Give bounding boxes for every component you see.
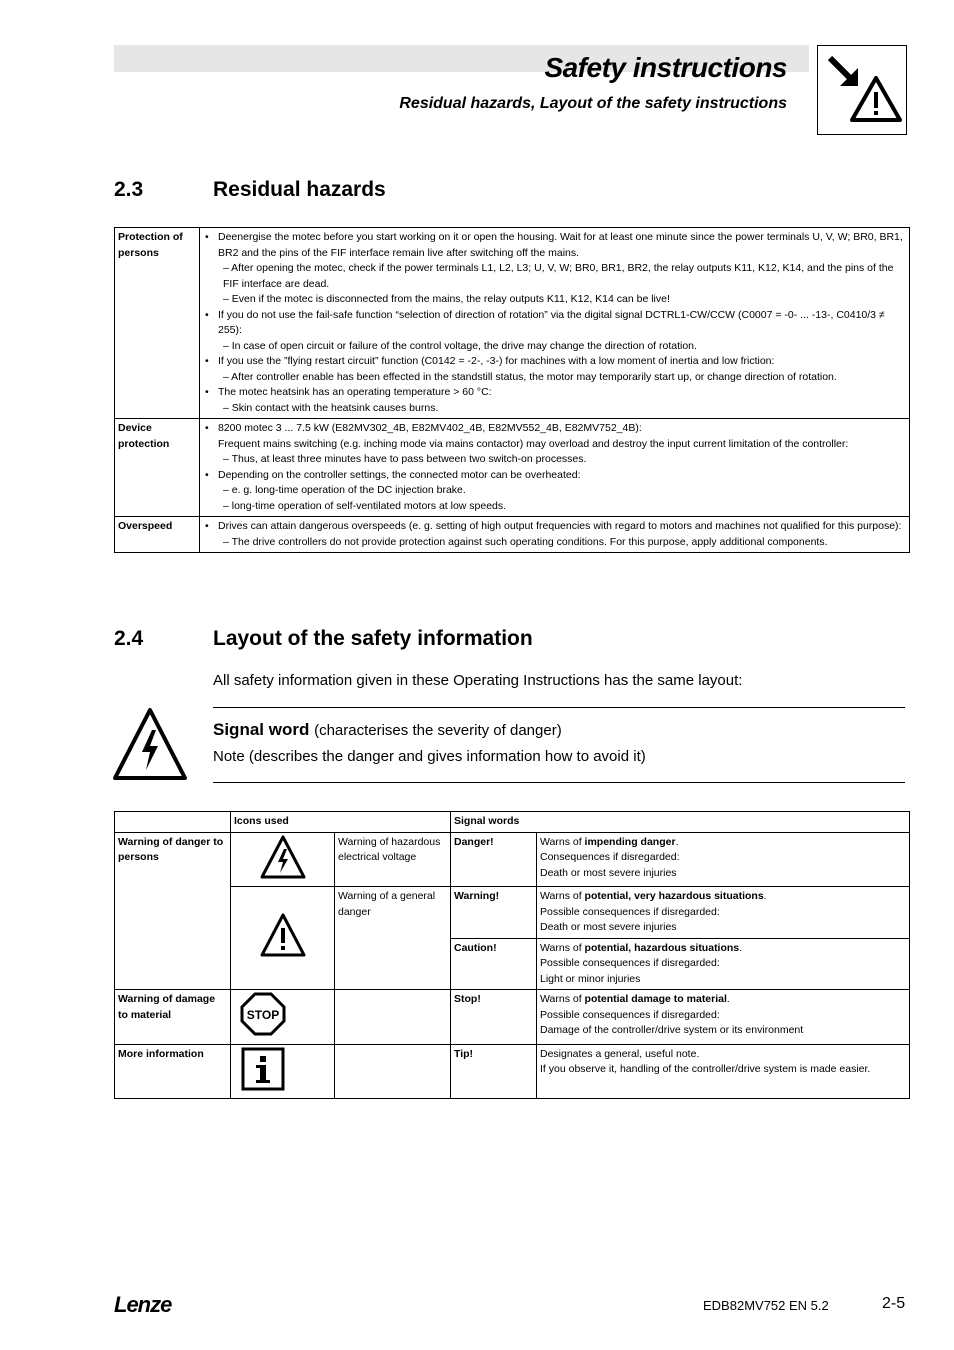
bullet-list	[203, 354, 906, 370]
list-item: • Depending on the controller settings, the connected motor can be overheated:	[203, 468, 906, 484]
list-subitem: – In case of open circuit or failure of the control voltage, the drive may change the direction of rotation.	[223, 339, 697, 352]
signal-desc: Warns of impending danger. Consequences if disregarded: Death or most severe injuries	[537, 832, 910, 887]
list-subitem: – After opening the motec, check if the power terminals L1, L2, L3; U, V, W; BR0, BR1, BR2, the relay outputs K11, K12, K14, and the pins of the FIF interface are dead.	[223, 262, 894, 290]
signal-word: Tip!	[451, 1044, 537, 1099]
table-row	[115, 1044, 910, 1099]
signal-word: Caution!	[451, 938, 537, 990]
row-content	[200, 517, 910, 553]
list-item: • If you do not use the fail-safe function “selection of direction of rotation” via the digital signal DCTRL1-CW/CCW (C0007 = -0- ... -13-, C0410/3 ≠ 255):	[203, 308, 906, 339]
signal-emphasis: potential damage to material	[584, 993, 727, 1005]
table-row	[115, 419, 910, 517]
list-subitem: – Skin contact with the heatsink causes burns.	[223, 401, 439, 414]
page-number: 2-5	[882, 1295, 906, 1312]
bullet-list	[203, 468, 906, 484]
row-label: Device protection	[115, 419, 200, 517]
residual-hazards-table	[114, 227, 910, 553]
icon-desc: Warning of hazardous electrical voltage	[335, 832, 451, 887]
icon-cell	[231, 887, 335, 990]
signal-emphasis: potential, hazardous situations	[584, 941, 740, 954]
list-subitem: – long-time operation of self-ventilated motors at low speeds.	[223, 499, 507, 512]
signal-word-label: Signal word	[213, 720, 310, 739]
list-subitem: – e. g. long-time operation of the DC injection brake.	[223, 484, 466, 496]
divider	[213, 782, 905, 783]
signal-word-line	[213, 720, 562, 740]
icon-cell	[231, 1044, 335, 1099]
bullet-list	[203, 519, 906, 535]
signal-emphasis: impending danger	[584, 835, 676, 848]
list-item: • If you use the ”flying restart circuit” function (C0142 = -2-, -3-) for machines with a low moment of inertia and low friction:	[203, 354, 906, 370]
list-item: • 8200 motec 3 ... 7.5 kW (E82MV302_4B, E82MV402_4B, E82MV552_4B, E82MV752_4B):	[203, 421, 906, 437]
section-number: 2.3	[114, 178, 144, 201]
row-content	[200, 419, 910, 517]
table-row	[115, 228, 910, 419]
high-voltage-warning-icon	[112, 706, 188, 787]
row-label: Overspeed	[115, 517, 200, 553]
bullet-list	[203, 308, 906, 339]
layout-note: Note (describes the danger and gives information how to avoid it)	[213, 748, 646, 765]
signal-word: Warning!	[451, 887, 537, 939]
icon-desc: Warning of a general danger	[335, 887, 451, 990]
bullet-list	[203, 421, 906, 437]
col-header-icons: Icons used	[231, 812, 451, 833]
layout-intro: All safety information given in these Operating Instructions has the same layout:	[213, 672, 743, 689]
signal-word: Stop!	[451, 990, 537, 1045]
signal-desc: Warns of potential damage to material. Possible consequences if disregarded: Damage of the controller/drive system or its environment	[537, 990, 910, 1045]
list-subitem: – The drive controllers do not provide protection against such operating conditions. For this purpose, apply additional components.	[223, 535, 828, 548]
list-subitem: – After controller enable has been effected in the standstill status, the motor may temporarily start up, or change direction of rotation.	[223, 370, 837, 383]
bullet-list	[203, 385, 906, 401]
safety-legend-table	[114, 811, 910, 1099]
list-continuation: Frequent mains switching (e.g. inching mode via mains contactor) may overload and destroy the input current limitation of the controller:	[218, 437, 849, 450]
signal-word-desc: (characterises the severity of danger)	[314, 722, 562, 739]
lenze-logo: Lenze	[114, 1292, 172, 1317]
row-label: Protection of persons	[115, 228, 200, 419]
table-header-row	[115, 812, 910, 833]
list-item: • Deenergise the motec before you start working on it or open the housing. Wait for at least one minute since the power terminals U, V, W; BR0, BR1, BR2 and the pins of the FIF interface remain live after switching off the mains.	[203, 230, 906, 261]
list-subitem: – Even if the motec is disconnected from the mains, the relay outputs K11, K12, K14 can be live!	[223, 293, 670, 305]
table-row	[115, 990, 910, 1045]
signal-word: Danger!	[451, 832, 537, 887]
divider	[213, 707, 905, 708]
category-label: Warning of damage to material	[115, 990, 231, 1045]
row-content	[200, 228, 910, 419]
svg-text:STOP: STOP	[246, 1008, 280, 1022]
section-title: Residual hazards	[213, 178, 386, 201]
table-row	[115, 832, 910, 887]
section-title: Layout of the safety information	[213, 627, 533, 650]
col-header-signal: Signal words	[451, 812, 910, 833]
signal-desc: Warns of potential, hazardous situations. Possible consequences if disregarded: Light or minor injuries	[537, 938, 910, 990]
signal-desc: Designates a general, useful note. If you observe it, handling of the controller/drive system is made easier.	[537, 1044, 910, 1099]
signal-desc: Warns of potential, very hazardous situations. Possible consequences if disregarded: Death or most severe injuries	[537, 887, 910, 939]
icon-cell	[231, 990, 335, 1045]
list-subitem: – Thus, at least three minutes have to pass between two switch-on processes.	[223, 453, 587, 465]
category-label: More information	[115, 1044, 231, 1099]
page-subtitle: Residual hazards, Layout of the safety instructions	[399, 95, 787, 112]
high-voltage-icon	[260, 835, 306, 879]
category-label: Warning of danger to persons	[115, 832, 231, 990]
table-row	[115, 887, 910, 939]
warning-arrow-icon	[817, 45, 907, 135]
section-number: 2.4	[114, 627, 144, 650]
general-danger-icon	[260, 913, 306, 957]
list-item: • Drives can attain dangerous overspeeds (e. g. setting of high output frequencies with regard to motors and machines not qualified for this purpose):	[203, 519, 906, 535]
icon-cell	[231, 832, 335, 887]
bullet-list	[203, 230, 906, 261]
signal-emphasis: potential, very hazardous situations	[584, 890, 764, 902]
page-title: Safety instructions	[544, 52, 787, 83]
list-item: • The motec heatsink has an operating temperature > 60 °C:	[203, 385, 906, 401]
table-row	[115, 517, 910, 553]
document-id: EDB82MV752 EN 5.2	[703, 1298, 829, 1313]
stop-icon	[240, 992, 286, 1036]
info-icon	[240, 1047, 286, 1091]
